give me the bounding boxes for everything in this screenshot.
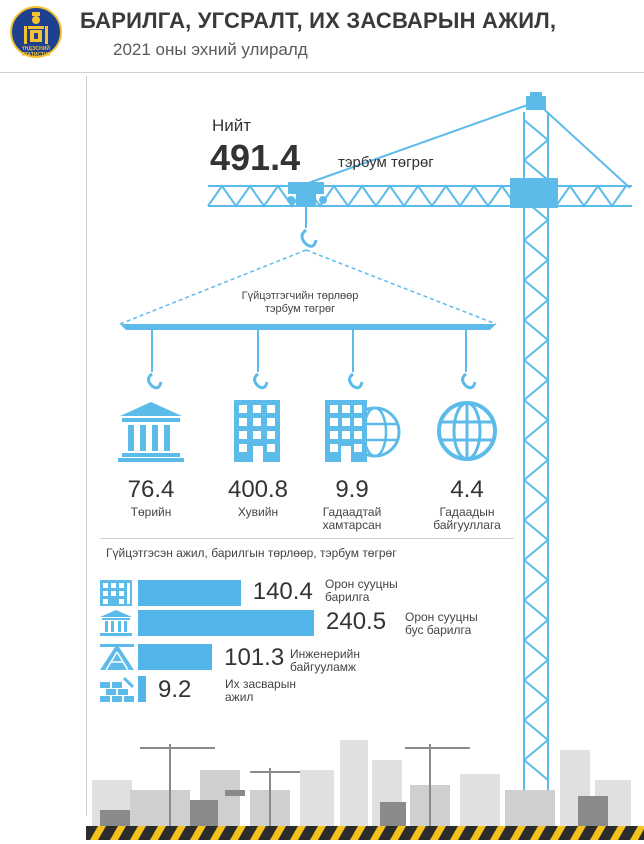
bar-non-residential bbox=[138, 610, 314, 636]
section-divider bbox=[100, 538, 514, 539]
investor-label-state: Төрийн bbox=[130, 505, 172, 519]
bar-residential bbox=[138, 580, 241, 606]
investor-label-private: Хувийн bbox=[237, 505, 279, 519]
value-residential: 140.4 bbox=[252, 578, 313, 605]
label-major-repair: Их засварын ажил bbox=[225, 677, 296, 704]
total-unit: тэрбум төгрөг bbox=[338, 154, 434, 171]
svg-text:СТАТИСТИК: СТАТИСТИК bbox=[21, 52, 51, 58]
investor-value-joint: 9.9 bbox=[335, 476, 369, 503]
value-non-residential: 240.5 bbox=[326, 608, 387, 635]
apartment-icon bbox=[100, 580, 132, 606]
public-building-icon bbox=[100, 610, 132, 636]
value-major-repair: 9.2 bbox=[158, 676, 192, 703]
building-globe-icon bbox=[325, 400, 401, 462]
bricks-icon bbox=[100, 676, 134, 704]
page-title: БАРИЛГА, УГСРАЛТ, ИХ ЗАСВАРЫН АЖИЛ, bbox=[80, 8, 557, 33]
page-subtitle: 2021 оны эхний улиралд bbox=[113, 40, 308, 59]
label-engineering: Инженерийн байгууламж bbox=[290, 647, 360, 674]
bar-engineering bbox=[138, 644, 212, 670]
label-non-residential: Орон сууцны бус барилга bbox=[405, 610, 478, 637]
bridge-icon bbox=[100, 644, 134, 670]
total-value: 491.4 bbox=[210, 137, 301, 178]
label-residential: Орон сууцны барилга bbox=[325, 577, 398, 604]
office-building-icon bbox=[234, 400, 280, 462]
investor-label-foreign: Гадаадын байгууллага bbox=[433, 505, 501, 532]
bar-major-repair bbox=[138, 676, 146, 702]
construction-skyline-illustration bbox=[0, 730, 644, 844]
investor-section-title: Гүйцэтгэгчийн төрлөөр тэрбум төгрөг bbox=[241, 290, 359, 315]
total-label: Нийт bbox=[212, 116, 252, 135]
globe-icon bbox=[436, 400, 498, 462]
svg-text:ҮНДЭСНИЙ: ҮНДЭСНИЙ bbox=[22, 46, 50, 52]
government-building-icon bbox=[118, 400, 184, 462]
investor-value-private: 400.8 bbox=[227, 476, 289, 503]
investor-value-state: 76.4 bbox=[127, 476, 175, 503]
type-section-title: Гүйцэтгэсэн ажил, барилгын төрлөөр, тэрбум төгрөг bbox=[106, 546, 397, 560]
investor-label-joint: Гадаадтай хамтарсан bbox=[322, 505, 382, 532]
investor-value-foreign: 4.4 bbox=[450, 476, 484, 503]
value-engineering: 101.3 bbox=[224, 644, 285, 671]
